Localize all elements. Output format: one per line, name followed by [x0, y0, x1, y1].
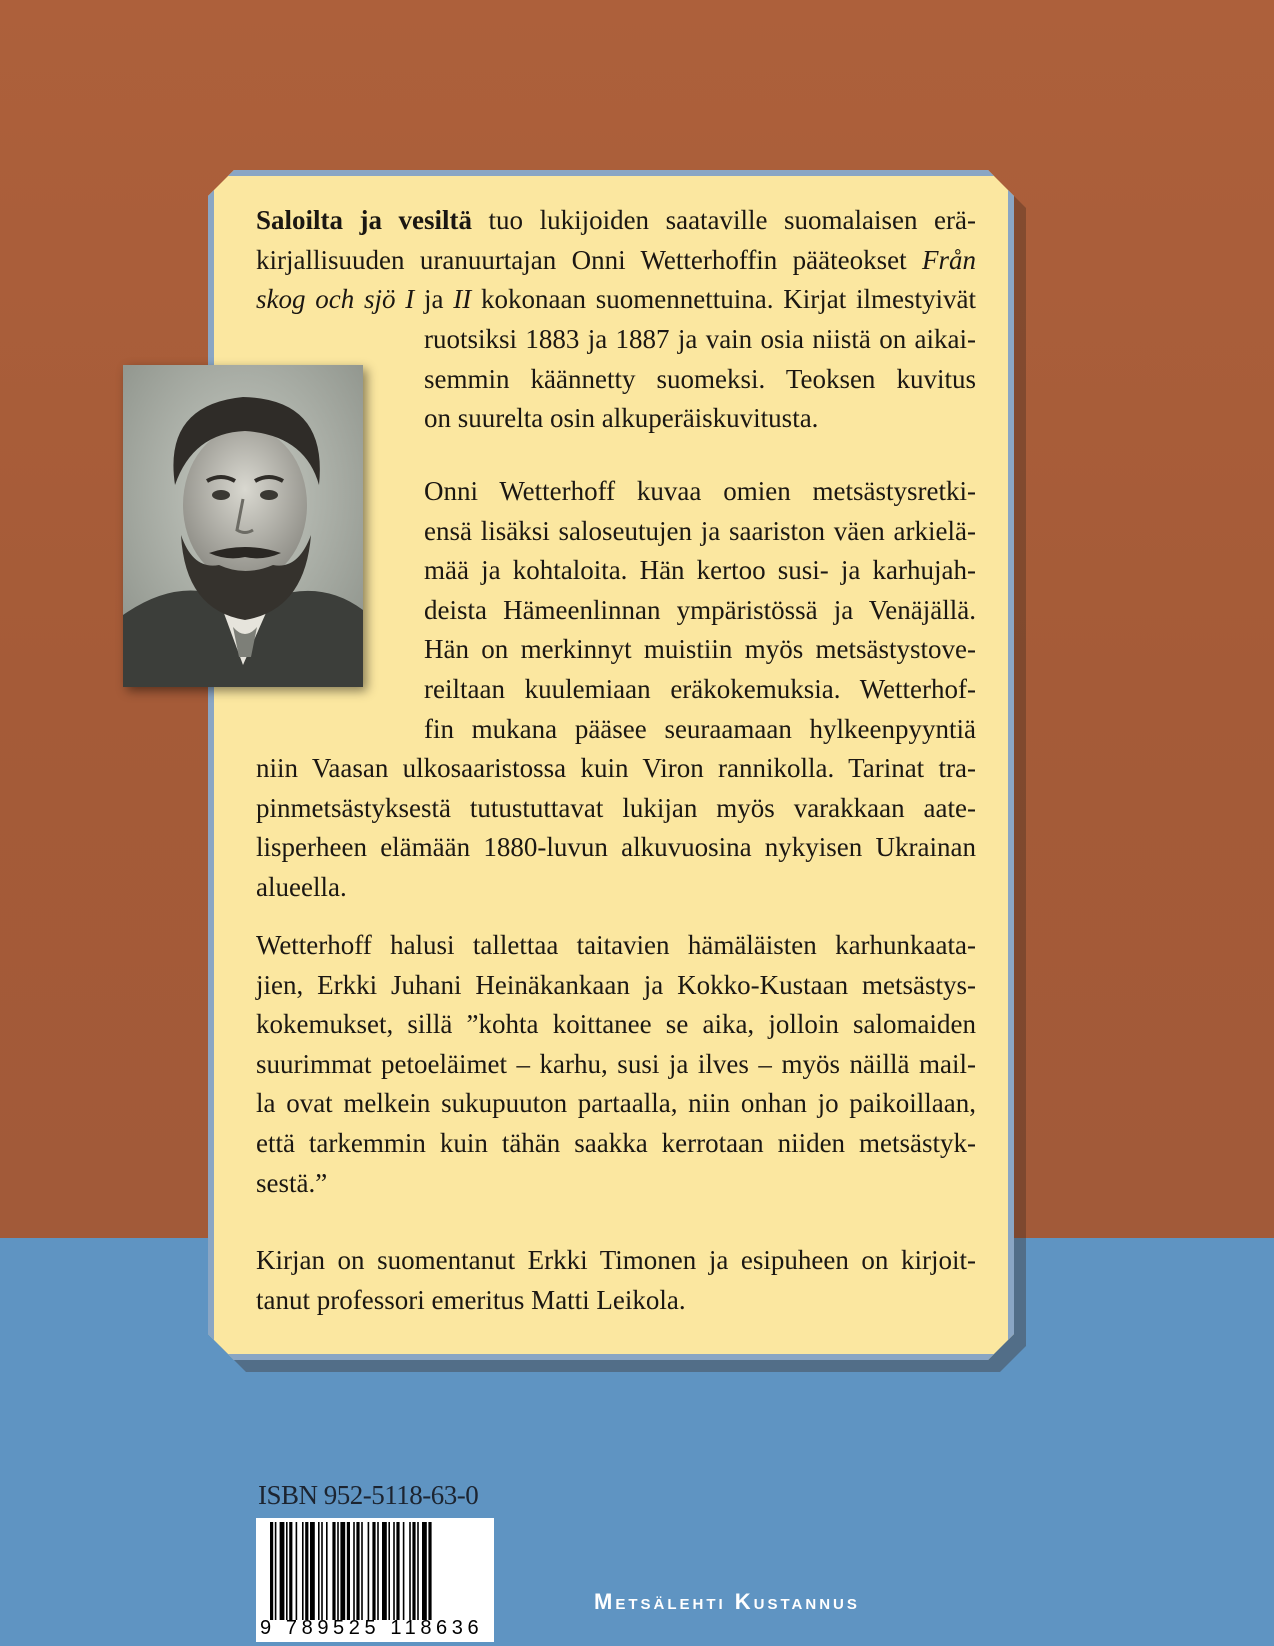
barcode-bar: [280, 1522, 285, 1620]
barcode-bar: [388, 1522, 390, 1620]
blurb-line: lisperheen elämään 1880-luvun alkuvuosina nykyisen Ukrainan: [256, 832, 976, 863]
barcode-bar: [305, 1522, 308, 1620]
blurb-line: on suurelta osin alkuperäiskuvitusta.: [424, 403, 819, 434]
blurb-line: Onni Wetterhoff kuvaa omien metsästysretki-: [424, 476, 976, 506]
blurb-line: Hän on merkinnyt muistiin myös metsästystove-: [424, 634, 976, 665]
blurb-paragraph-1: [256, 201, 976, 320]
barcode-digits: 9 789525 118636: [260, 1617, 484, 1639]
barcode-bar: [332, 1522, 335, 1620]
barcode-bar: [356, 1522, 359, 1620]
blurb-line: tanut professori emeritus Matti Leikola.: [256, 1284, 686, 1315]
blurb-line: Wetterhoff halusi tallettaa taitavien hämäläisten karhunkaata-: [256, 930, 976, 960]
barcode-bar: [289, 1522, 292, 1620]
barcode-bar: [286, 1522, 288, 1620]
blurb-paragraph-3: [256, 926, 976, 1203]
blurb-line: Kirjan on suomentanut Erkki Timonen ja esipuheen on kirjoit-: [256, 1245, 976, 1275]
blurb-line: fin mukana pääsee seuraamaan hylkeenpyyntiä: [424, 713, 976, 744]
blurb-line: suurimmat petoeläimet – karhu, susi ja ilves – myös näillä mail-: [256, 1048, 976, 1079]
barcode-bar: [403, 1522, 405, 1620]
blurb-paragraph-1-indented: [424, 320, 976, 439]
barcode-bar: [428, 1522, 431, 1620]
barcode-bar: [337, 1522, 339, 1620]
barcode-bar: [321, 1522, 323, 1620]
barcode-bar: [412, 1522, 415, 1620]
barcode-bar: [318, 1522, 320, 1620]
isbn-label: ISBN 952-5118-63-0: [258, 1480, 479, 1510]
barcode-bar: [296, 1522, 298, 1620]
barcode-bar: [340, 1522, 345, 1620]
blurb-line: ruotsiksi 1883 ja 1887 ja vain osia niistä on aikai-: [424, 324, 976, 354]
blurb-line: sestä.”: [256, 1167, 328, 1198]
blurb-line: pinmetsästyksestä tutustuttavat lukijan myös varakkaan aate-: [256, 792, 976, 823]
barcode-bar: [368, 1522, 370, 1620]
barcode-bar: [417, 1522, 419, 1620]
barcode-bar: [302, 1522, 304, 1620]
book-title-inline: Saloilta ja vesiltä: [256, 205, 473, 235]
blurb-line: jien, Erkki Juhani Heinäkankaan ja Kokko-Kustaan metsästys-: [256, 969, 976, 1000]
barcode-bar: [382, 1522, 387, 1620]
author-portrait: [123, 365, 363, 687]
blurb-line: deista Hämeenlinnan ympäristössä ja Venäjällä.: [424, 594, 976, 625]
blurb-line: niin Vaasan ulkosaaristossa kuin Viron rannikolla. Tarinat tra-: [256, 753, 976, 783]
blurb-line: semmin käännetty suomeksi. Teoksen kuvitus: [424, 363, 976, 394]
barcode: [256, 1518, 494, 1642]
barcode-bar: [396, 1522, 399, 1620]
blurb-paragraph-2-full: [256, 749, 976, 907]
barcode-bar: [326, 1522, 328, 1620]
barcode-bar: [270, 1522, 273, 1620]
barcode-bar: [361, 1522, 363, 1620]
blurb-line: la ovat melkein sukupuuton partaalla, niin onhan jo paikoillaan,: [256, 1088, 976, 1119]
barcode-bar: [347, 1522, 350, 1620]
publisher-name: Metsälehti Kustannus: [594, 1589, 860, 1614]
barcode-bar: [353, 1522, 355, 1620]
blurb-paragraph-2: [424, 472, 976, 749]
barcode-bar: [409, 1522, 411, 1620]
blurb-line: kirjallisuuden uranuurtajan Onni Wetterhoffin pääteokset Från: [256, 244, 976, 275]
blurb-line: mää ja kohtaloita. Hän kertoo susi- ja karhujah-: [424, 555, 976, 586]
blurb-paragraph-4: [256, 1241, 976, 1320]
blurb-line: reiltaan kuulemiaan eräkokemuksia. Wetterhof-: [424, 673, 976, 704]
blurb-line: että tarkemmin kuin tähän saakka kerrotaan niiden metsästyk-: [256, 1127, 976, 1158]
blurb-line: Saloilta ja vesiltä tuo lukijoiden saataville suomalaisen erä-: [256, 205, 976, 235]
barcode-bar: [422, 1522, 427, 1620]
blurb-line: ensä lisäksi saloseutujen ja saariston väen arkielä-: [424, 515, 976, 546]
barcode-bar: [275, 1522, 277, 1620]
blurb-line: skog och sjö I ja II kokonaan suomennettuina. Kirjat ilmestyivät: [256, 284, 976, 315]
blurb-line: kokemukset, sillä ”kohta koittanee se aika, jolloin salomaiden: [256, 1009, 976, 1040]
barcode-bar: [310, 1522, 315, 1620]
barcode-bar: [393, 1522, 395, 1620]
barcode-bar: [372, 1522, 375, 1620]
blurb-line: alueella.: [256, 871, 347, 902]
barcode-bar: [377, 1522, 379, 1620]
